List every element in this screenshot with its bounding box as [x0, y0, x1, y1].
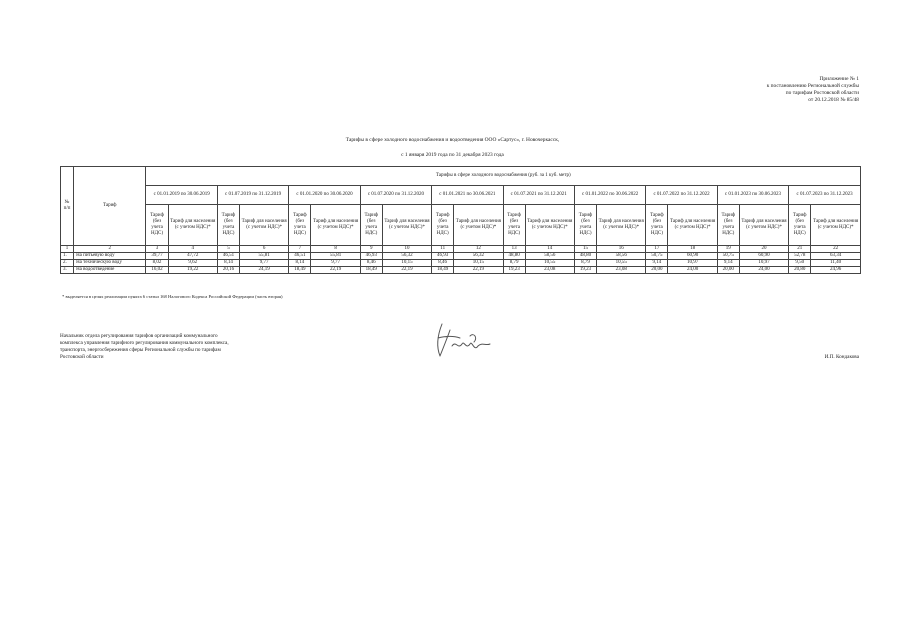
- table-cell: 22,19: [311, 267, 360, 274]
- column-number: 2: [74, 246, 146, 253]
- subheader-population: Тариф для населения (с учетом НДС)*: [240, 205, 289, 246]
- header-no: № п/п: [61, 167, 74, 246]
- table-cell: 8,02: [146, 260, 168, 267]
- table-cell: 19,23: [574, 267, 596, 274]
- column-number: 19: [717, 246, 739, 253]
- period-header: с 01.07.2023 по 31.12.2023: [789, 186, 861, 205]
- table-cell: 11,40: [811, 260, 861, 267]
- subheader-population: Тариф для населения (с учетом НДС)*: [311, 205, 360, 246]
- table-cell: 18,49: [289, 267, 311, 274]
- period-header: с 01.07.2021 по 31.12.2021: [503, 186, 574, 205]
- table-cell: 10,97: [739, 260, 788, 267]
- signer-position-line: Ростовской области: [60, 354, 104, 360]
- table-cell: 10,15: [454, 260, 503, 267]
- subheader-no-vat: Тариф (без учета НДС): [503, 205, 525, 246]
- table-cell: 9,62: [168, 260, 217, 267]
- table-cell: 50,75: [646, 253, 668, 260]
- subheader-no-vat: Тариф (без учета НДС): [574, 205, 596, 246]
- table-cell: 18,49: [432, 267, 454, 274]
- column-number: 7: [289, 246, 311, 253]
- table-cell: 24,96: [811, 267, 861, 274]
- table-cell: 10,15: [382, 260, 431, 267]
- table-cell: 8,14: [289, 260, 311, 267]
- table-cell: 52,78: [789, 253, 811, 260]
- appendix-line: от 20.12.2018 № 85/48: [808, 97, 859, 103]
- subheader-population: Тариф для населения (с учетом НДС)*: [168, 205, 217, 246]
- table-cell: 24,19: [240, 267, 289, 274]
- period-header: с 01.01.2021 по 30.06.2021: [432, 186, 503, 205]
- signer-position-line: транспорта, энергосбережения сферы Региональной службы по тарифам: [60, 347, 221, 353]
- row-name: На питьевую воду: [74, 253, 146, 260]
- tariff-table: [60, 166, 861, 274]
- subheader-population: Тариф для населения (с учетом НДС)*: [525, 205, 574, 246]
- column-number: 11: [432, 246, 454, 253]
- column-number: 16: [597, 246, 646, 253]
- subheader-no-vat: Тариф (без учета НДС): [432, 205, 454, 246]
- table-row: [61, 260, 861, 267]
- table-cell: 46,93: [360, 253, 382, 260]
- table-cell: 24,00: [739, 267, 788, 274]
- column-number: 17: [646, 246, 668, 253]
- table-cell: 55,81: [311, 253, 360, 260]
- column-number: 21: [789, 246, 811, 253]
- signer-position-line: комплекса управления тарифного регулирования коммунального комплекса,: [60, 340, 229, 346]
- table-cell: 10,97: [668, 260, 717, 267]
- table-cell: 55,81: [240, 253, 289, 260]
- subheader-no-vat: Тариф (без учета НДС): [360, 205, 382, 246]
- signer-position: [60, 333, 300, 361]
- table-cell: 9,50: [789, 260, 811, 267]
- column-number: 14: [525, 246, 574, 253]
- footnote: * выделяется в целях реализации пункта 6 статьи 168 Налогового Кодекса Российской Федерации (часть вторая): [62, 294, 283, 299]
- appendix-line: Приложение № 1: [819, 76, 859, 82]
- table-cell: 9,77: [311, 260, 360, 267]
- column-number: 8: [311, 246, 360, 253]
- table-cell: 50,75: [717, 253, 739, 260]
- table-cell: 46,93: [432, 253, 454, 260]
- table-cell: 58,56: [597, 253, 646, 260]
- column-number: 4: [168, 246, 217, 253]
- row-number: 2.: [61, 260, 74, 267]
- row-number: 1.: [61, 253, 74, 260]
- period-header: с 01.01.2023 по 30.06.2023: [717, 186, 788, 205]
- table-cell: 63,34: [811, 253, 861, 260]
- table-cell: 48,80: [503, 253, 525, 260]
- period-header: с 01.07.2020 по 31.12.2020: [360, 186, 431, 205]
- header-tariff: Тариф: [74, 167, 146, 246]
- table-row: [61, 267, 861, 274]
- table-cell: 56,32: [382, 253, 431, 260]
- subheader-no-vat: Тариф (без учета НДС): [217, 205, 239, 246]
- subheader-no-vat: Тариф (без учета НДС): [717, 205, 739, 246]
- table-cell: 58,56: [525, 253, 574, 260]
- table-cell: 46,51: [217, 253, 239, 260]
- table-cell: 24,00: [668, 267, 717, 274]
- table-cell: 9,14: [717, 260, 739, 267]
- subheader-no-vat: Тариф (без учета НДС): [289, 205, 311, 246]
- table-cell: 19,22: [168, 267, 217, 274]
- document-title: Тарифы в сфере холодного водоснабжения и водоотведения ООО «Сартус», г. Новочеркасск,: [345, 137, 560, 143]
- subheader-no-vat: Тариф (без учета НДС): [646, 205, 668, 246]
- table-cell: 18,49: [360, 267, 382, 274]
- column-number: 5: [217, 246, 239, 253]
- row-number: 3.: [61, 267, 74, 274]
- table-cell: 23,08: [597, 267, 646, 274]
- signer-name: И.П. Кондакова: [824, 354, 859, 360]
- column-number: 22: [811, 246, 861, 253]
- table-cell: 22,19: [454, 267, 503, 274]
- table-cell: 60,90: [668, 253, 717, 260]
- subheader-population: Тариф для населения (с учетом НДС)*: [739, 205, 788, 246]
- handwritten-signature: [430, 316, 500, 364]
- appendix-line: к постановлению Региональной службы: [766, 83, 859, 89]
- column-number: 6: [240, 246, 289, 253]
- column-number: 1: [61, 246, 74, 253]
- subheader-population: Тариф для населения (с учетом НДС)*: [454, 205, 503, 246]
- table-cell: 19,23: [503, 267, 525, 274]
- table-cell: 23,08: [525, 267, 574, 274]
- period-header: с 01.01.2019 по 30.06.2019: [146, 186, 217, 205]
- column-number: 9: [360, 246, 382, 253]
- table-row: [61, 253, 861, 260]
- table-cell: 20,00: [646, 267, 668, 274]
- table-cell: 10,55: [597, 260, 646, 267]
- column-number: 12: [454, 246, 503, 253]
- table-cell: 22,19: [382, 267, 431, 274]
- document-subtitle: с 1 января 2019 года по 31 декабря 2023 года: [401, 152, 504, 158]
- subheader-population: Тариф для населения (с учетом НДС)*: [811, 205, 861, 246]
- table-cell: 20,00: [717, 267, 739, 274]
- period-header: с 01.01.2022 по 30.06.2022: [574, 186, 645, 205]
- column-number: 3: [146, 246, 168, 253]
- table-cell: 56,32: [454, 253, 503, 260]
- table-cell: 16,02: [146, 267, 168, 274]
- table-cell: 20,80: [789, 267, 811, 274]
- table-cell: 9,77: [240, 260, 289, 267]
- table-cell: 8,46: [432, 260, 454, 267]
- row-name: На водоотведение: [74, 267, 146, 274]
- table-cell: 8,79: [503, 260, 525, 267]
- table-cell: 8,79: [574, 260, 596, 267]
- table-cell: 20,16: [217, 267, 239, 274]
- table-cell: 8,46: [360, 260, 382, 267]
- column-number: 20: [739, 246, 788, 253]
- table-cell: 47,72: [168, 253, 217, 260]
- table-cell: 8,14: [217, 260, 239, 267]
- subheader-no-vat: Тариф (без учета НДС): [146, 205, 168, 246]
- period-header: с 01.07.2022 по 31.12.2022: [646, 186, 717, 205]
- table-cell: 46,51: [289, 253, 311, 260]
- period-header: с 01.07.2019 по 31.12.2019: [217, 186, 288, 205]
- period-header: с 01.01.2020 по 30.06.2020: [289, 186, 360, 205]
- column-number: 10: [382, 246, 431, 253]
- row-name: На техническую воду: [74, 260, 146, 267]
- table-cell: 39,77: [146, 253, 168, 260]
- signer-position-line: Начальник отдела регулирования тарифов организаций коммунального: [60, 333, 218, 339]
- subheader-population: Тариф для населения (с учетом НДС)*: [382, 205, 431, 246]
- appendix-line: по тарифам Ростовской области: [785, 90, 859, 96]
- table-cell: 48,80: [574, 253, 596, 260]
- table-cell: 10,55: [525, 260, 574, 267]
- header-group: Тарифы в сфере холодного водоснабжения (руб. за 1 куб. метр): [146, 167, 861, 186]
- subheader-population: Тариф для населения (с учетом НДС)*: [668, 205, 717, 246]
- subheader-population: Тариф для населения (с учетом НДС)*: [597, 205, 646, 246]
- column-number: 15: [574, 246, 596, 253]
- appendix-header: [639, 76, 859, 104]
- column-number: 13: [503, 246, 525, 253]
- subheader-no-vat: Тариф (без учета НДС): [789, 205, 811, 246]
- table-cell: 60,90: [739, 253, 788, 260]
- column-number: 18: [668, 246, 717, 253]
- table-cell: 9,14: [646, 260, 668, 267]
